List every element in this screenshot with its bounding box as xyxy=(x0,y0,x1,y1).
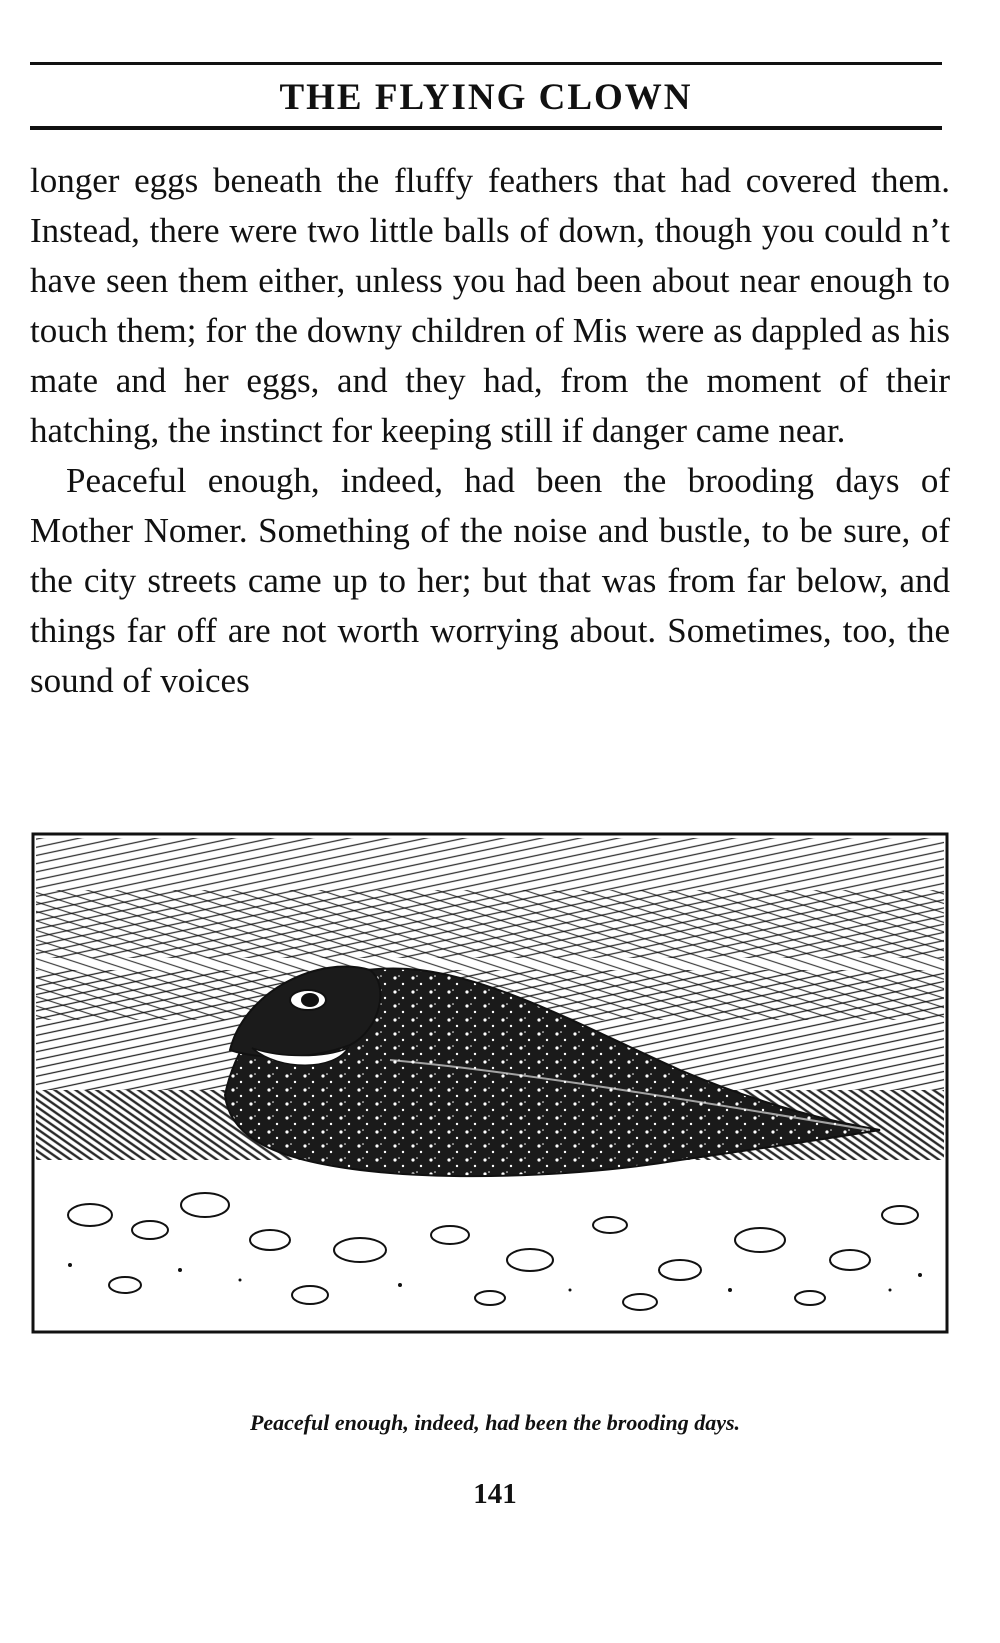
running-title: THE FLYING CLOWN xyxy=(279,77,693,118)
paragraph: longer eggs beneath the fluffy feathers that had covered them. Instead, there were two little balls of down, though you could n’t have seen them either, unless you had been about near enough to touch them; for the downy children of Mis were as dappled as his mate and her eggs, and they had, from the moment of their hatching, the instinct for keeping still if danger came near. xyxy=(30,161,950,450)
figure-caption: Peaceful enough, indeed, had been the brooding days. xyxy=(249,1410,741,1435)
header-rule-bottom xyxy=(30,126,942,130)
page-number: 141 xyxy=(473,1478,517,1510)
body-text xyxy=(30,156,950,706)
header-rule-top xyxy=(30,62,942,65)
paragraph: Peaceful enough, indeed, had been the brooding days of Mother Nomer. Something of the noise and bustle, to be sure, of the city streets came up to her; but that was from far below, and things far off are not worth worrying about. Sometimes, too, the sound of voices xyxy=(30,461,950,700)
nighthawk-illustration xyxy=(30,820,960,1340)
